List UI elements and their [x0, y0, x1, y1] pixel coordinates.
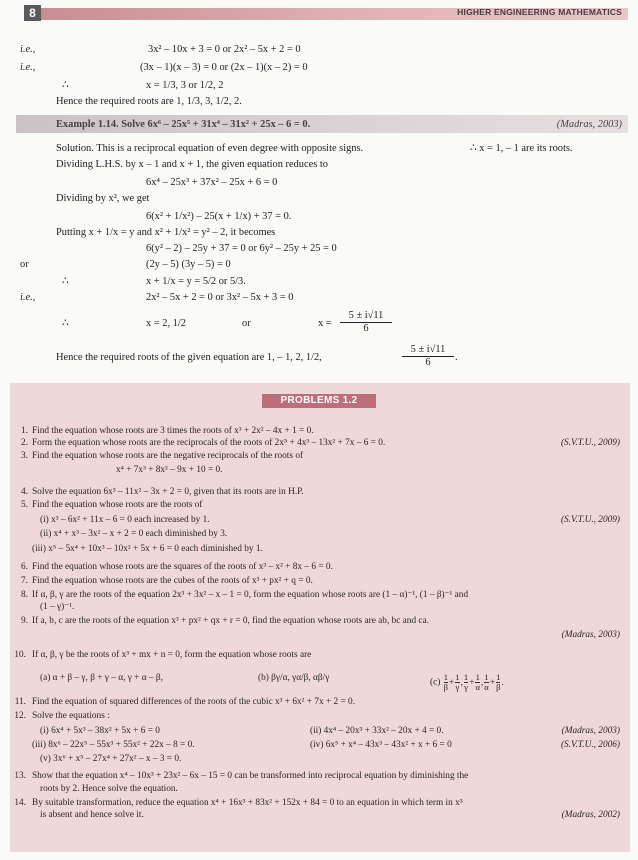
option-c: (c) $\frac{1}{\beta}$ + $\frac{1}{\gamma}$ , $\frac{1}{\gamma}$ + $\frac{1}{\alpha}$ , $\frac{1}{\alpha}$ + $\frac{1}{\beta}$ . — [430, 672, 504, 692]
problem-text: If α, β, γ be the roots of x³ + mx + n = 0, form the equation whose roots are — [32, 650, 312, 660]
problem-text: (i) x³ – 6x² + 11x – 6 = 0 each increased by 1. — [40, 515, 210, 525]
equation-v: (v) 3x⁶ + x⁵ – 27x⁴ + 27x² – x – 3 = 0. — [40, 754, 182, 764]
ie-label: i.e., — [20, 44, 36, 55]
problem-text: Find the equation whose roots are the negative reciprocals of the roots of — [32, 451, 304, 461]
equation-line: 2x² – 5x + 2 = 0 or 3x² – 5x + 3 = 0 — [146, 292, 294, 303]
problem-text: is absent and hence solve it. — [40, 810, 144, 820]
problem-text: If α, β, γ are the roots of the equation 2x³ + 3x² – x – 1 = 0, form the equation whose roots are (1 – α)⁻¹, (1 – β)⁻¹ and — [32, 590, 469, 600]
solution-line: Putting x + 1/x = y and x² + 1/x² = y² – 2, it becomes — [56, 227, 276, 238]
equation-iv: (iv) 6x⁵ + x⁴ – 43x³ – 43x² + x + 6 = 0 — [310, 740, 452, 750]
problems-title: PROBLEMS 1.2 — [262, 394, 376, 408]
problem-number: 2. — [21, 438, 28, 448]
therefore-symbol: ∴ — [62, 318, 69, 329]
root-fraction: $\frac{5 \pm i√11}{6}$ — [340, 310, 392, 335]
problem-text: roots by 2. Hence solve the equation. — [40, 784, 178, 794]
equation-line: 6x⁴ – 25x³ + 37x² – 25x + 6 = 0 — [146, 177, 278, 188]
problem-text: Show that the equation x⁴ – 10x³ + 23x² – 6x – 15 = 0 can be transformed into reciprocal equation by diminishing the — [32, 771, 469, 781]
ie-label: i.e., — [20, 62, 36, 73]
therefore-symbol: ∴ — [62, 80, 69, 91]
unit-fraction: $\frac{1}{\beta}$ — [443, 672, 449, 692]
equation-line: (3x – 1)(x – 3) = 0 or (2x – 1)(x – 2) = 0 — [140, 62, 308, 73]
problem-number: 7. — [21, 576, 28, 586]
running-title: HIGHER ENGINEERING MATHEMATICS — [457, 7, 622, 17]
problem-number: 5. — [21, 500, 28, 510]
unit-fraction: $\frac{1}{\beta}$ — [496, 672, 501, 692]
x-equals: x = — [318, 318, 332, 329]
source-citation: (Madras, 2002) — [561, 810, 620, 820]
unit-fraction: $\frac{1}{\alpha}$ — [475, 672, 480, 692]
period: . — [455, 352, 458, 363]
example-heading: Example 1.14. Solve 6x⁶ – 25x⁵ + 31x⁴ – 31x² + 25x – 6 = 0. — [56, 119, 311, 130]
problem-text: If a, b, c are the roots of the equation x³ + px² + qx + r = 0, find the equation whose roots are ab, bc and ca. — [32, 616, 430, 626]
result-line: Hence the required roots are 1, 1/3, 3, 1/2, 2. — [56, 96, 242, 107]
solution-line: Dividing L.H.S. by x – 1 and x + 1, the given equation reduces to — [56, 159, 328, 170]
problem-number: 1. — [21, 426, 28, 436]
ie-label: i.e., — [20, 292, 36, 303]
source-citation: (S.V.T.U., 2009) — [560, 515, 620, 525]
problem-text: (ii) x⁴ + x³ – 3x² – x + 2 = 0 each diminished by 3. — [40, 529, 228, 539]
result-line: Hence the required roots of the given equation are 1, – 1, 2, 1/2, — [56, 352, 322, 363]
root-fraction: $\frac{5 \pm i√11}{6}$ — [402, 344, 454, 369]
source-citation: (Madras, 2003) — [561, 630, 620, 640]
page-number: 8 — [24, 5, 41, 21]
problem-text: Find the equation whose roots are the cubes of the roots of x³ + px² + q = 0. — [32, 576, 313, 586]
problem-number: 4. — [21, 487, 28, 497]
source-citation: (Madras, 2003) — [561, 726, 620, 736]
example-source: (Madras, 2003) — [556, 119, 622, 130]
solution-line: Dividing by x², we get — [56, 193, 150, 204]
equation-line: 6(y² – 2) – 25y + 37 = 0 or 6y² – 25y + 25 = 0 — [146, 243, 337, 254]
equation-line: x = 2, 1/2 — [146, 318, 186, 329]
problem-number: 9. — [21, 616, 28, 626]
equation-line: 6(x² + 1/x²) – 25(x + 1/x) + 37 = 0. — [146, 211, 292, 222]
or-label: or — [242, 318, 251, 329]
problem-number: 8. — [21, 590, 28, 600]
problem-text: Form the equation whose roots are the reciprocals of the roots of 2x⁵ + 4x³ – 13x² + 7x – 6 = 0. — [32, 438, 386, 448]
problem-text: Solve the equation 6x³ – 11x² – 3x + 2 = 0, given that its roots are in H.P. — [32, 487, 304, 497]
equation-line: (2y – 5) (3y – 5) = 0 — [146, 259, 231, 270]
equation-line: x = 1/3, 3 or 1/2, 2 — [146, 80, 224, 91]
solution-line: ∴ x = 1, – 1 are its roots. — [470, 143, 573, 154]
source-citation: (S.V.T.U., 2006) — [560, 740, 620, 750]
problem-text: Find the equation of squared differences of the roots of the cubic x³ + 6x² + 7x + 2 = 0. — [32, 697, 356, 707]
problem-number: 13. — [14, 771, 26, 781]
problem-number: 12. — [14, 711, 26, 721]
problem-text: By suitable transformation, reduce the equation x⁴ + 16x³ + 83x² + 152x + 84 = 0 to an equation in which term in x³ — [32, 798, 463, 808]
problem-text: Find the equation whose roots are the roots of — [32, 500, 203, 510]
unit-fraction: $\frac{1}{\gamma}$ — [463, 672, 469, 692]
problem-text: (iii) x⁵ – 5x⁴ + 10x³ – 10x² + 5x + 6 = 0 each diminished by 1. — [32, 544, 263, 554]
option-a: (a) α + β – γ, β + γ – α, γ + α – β, — [40, 673, 163, 683]
problem-text: Find the equation whose roots are the squares of the roots of x³ – x² + 8x – 6 = 0. — [32, 562, 333, 572]
therefore-symbol: ∴ — [62, 276, 69, 287]
problem-text: (1 – γ)⁻¹. — [40, 602, 75, 612]
problem-number: 10. — [14, 650, 26, 660]
equation-i: (i) 6x⁴ + 5x³ – 38x² + 5x + 6 = 0 — [40, 726, 160, 736]
equation-line: 3x² – 10x + 3 = 0 or 2x² – 5x + 2 = 0 — [148, 44, 301, 55]
unit-fraction: $\frac{1}{\alpha}$ — [484, 672, 489, 692]
option-b: (b) βγ/α, γα/β, αβ/γ — [258, 673, 330, 683]
equation-ii: (ii) 4x⁴ – 20x³ + 33x² – 20x + 4 = 0. — [310, 726, 444, 736]
equation-iii: (iii) 8x⁶ – 22x⁵ – 55x³ + 55x² + 22x – 8 = 0. — [32, 740, 195, 750]
problem-number: 6. — [21, 562, 28, 572]
source-citation: (S.V.T.U., 2009) — [560, 438, 620, 448]
problem-text: Solve the equations : — [32, 711, 110, 721]
option-c-fractions: $\frac{1}{\beta}$ + $\frac{1}{\gamma}$ , $\frac{1}{\gamma}$ + $\frac{1}{\alpha}$ , $\frac{1}{\alpha}$ + $\frac{1}{\beta}$ . — [443, 672, 504, 692]
problem-text: Find the equation whose roots are 3 times the roots of x³ + 2x² – 4x + 1 = 0. — [32, 426, 314, 436]
problem-number: 3. — [21, 451, 28, 461]
equation-line: x + 1/x = y = 5/2 or 5/3. — [146, 276, 246, 287]
problem-text: x⁴ + 7x³ + 8x² – 9x + 10 = 0. — [116, 465, 223, 475]
or-label: or — [20, 259, 29, 270]
problem-number: 14. — [14, 798, 26, 808]
unit-fraction: $\frac{1}{\gamma}$ — [455, 672, 460, 692]
problem-number: 11. — [14, 697, 26, 707]
solution-line: Solution. This is a reciprocal equation of even degree with opposite signs. — [56, 143, 364, 154]
